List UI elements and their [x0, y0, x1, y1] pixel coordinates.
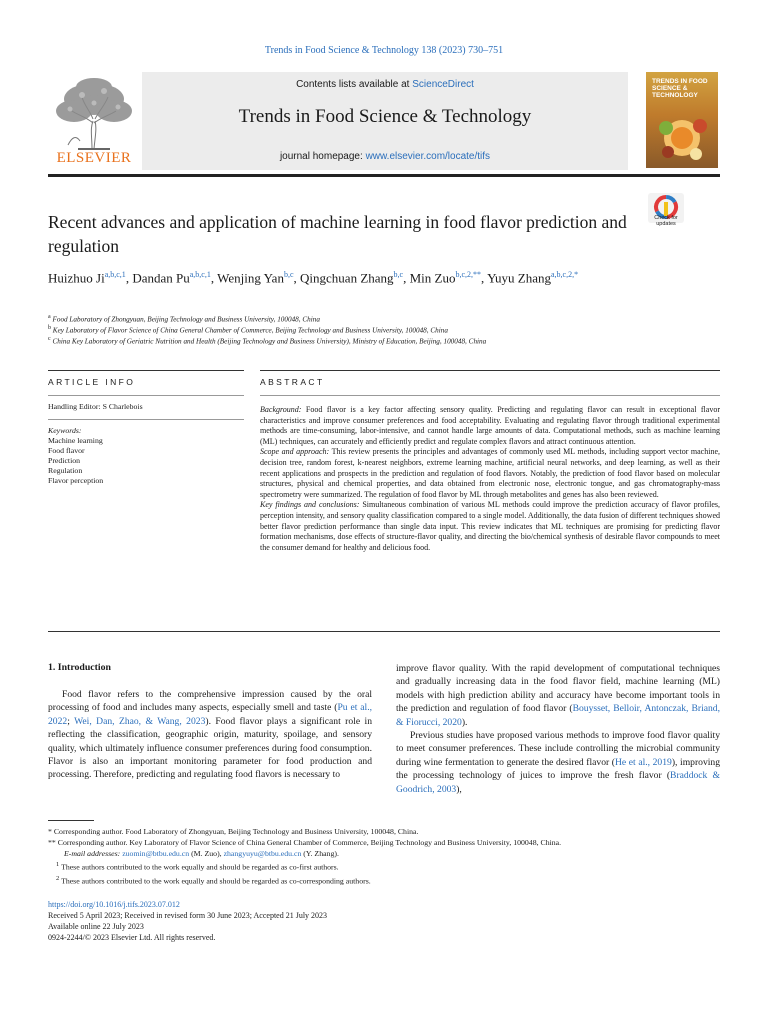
footnote-co-first	[48, 859, 720, 873]
email-label: E-mail addresses:	[64, 849, 123, 858]
body-text: ),	[456, 783, 462, 795]
keywords-label: Keywords:	[48, 426, 82, 435]
keyword: Food flavor	[48, 446, 85, 455]
affiliation-text: Key Laboratory of Flavor Science of China General Chamber of Commerce, Beijing Technology and Business University, 100048, China	[52, 326, 448, 335]
article-info-rule	[48, 370, 244, 371]
abstract-findings-label: Key findings and conclusions:	[260, 500, 360, 510]
abstract-background-label: Background:	[260, 405, 302, 414]
email-owner: (M. Zuo),	[189, 849, 224, 858]
received-dates: Received 5 April 2023; Received in revised form 30 June 2023; Accepted 21 July 2023	[48, 911, 328, 920]
author-affiliation-marker[interactable]: b,c	[393, 270, 404, 279]
abstract-scope	[260, 447, 720, 500]
publication-info	[48, 899, 720, 943]
affiliation-marker: c	[48, 336, 51, 342]
affiliation-c	[48, 334, 728, 347]
article-info-heading: ARTICLE INFO	[48, 377, 136, 387]
citation-link[interactable]: Braddock & Goodrich, 2003	[396, 770, 720, 795]
body-column-right	[396, 662, 720, 796]
affiliation-text: Food Laboratory of Zhongyuan, Beijing Technology and Business University, 100048, China	[52, 315, 320, 324]
cover-title: TRENDS IN FOOD SCIENCE & TECHNOLOGY	[652, 78, 708, 99]
journal-citation[interactable]: Trends in Food Science & Technology 138 (2023) 730–751	[264, 45, 504, 56]
abstract-rule	[260, 370, 720, 371]
footnote-marker: 1	[56, 861, 60, 868]
body-text: ).	[461, 716, 468, 728]
abstract-scope-label: Scope and approach:	[260, 447, 330, 457]
citation-link[interactable]: Pu et al., 2022	[48, 702, 372, 727]
email-link[interactable]: zhangyuyu@btbu.edu.cn	[223, 849, 302, 858]
author-separator: ,	[293, 270, 301, 286]
author-separator: ,	[210, 270, 218, 286]
body-text: improve flavor quality. With the rapid development of computational techniques and gradually increasing data in the food flavor field, machine learning (ML) models with high prediction ability and accuracy have become important tools in the prediction and regulation of food flavor (	[396, 663, 720, 715]
body-paragraph	[396, 729, 720, 796]
footnote-emails	[48, 848, 720, 859]
header-rule	[48, 174, 720, 177]
handling-editor: Handling Editor: S Charlebois	[48, 402, 143, 411]
copyright: 0924-2244/© 2023 Elsevier Ltd. All rights reserved.	[48, 933, 216, 942]
check-for-updates-badge[interactable]	[646, 193, 686, 233]
abstract-scope-text: This review presents the principles and advantages of commonly used ML methods, including support vector machine, decision tree, random forest, k-nearest neighbors, extreme learning machine, artificial neural networks, and deep learning, as well as their recent applications and prospects in the prediction and regulation of food flavors. Notably, the prediction of food flavor based on molecular structures, physical and chemical properties, and data obtained from electronic nose, electronic tongue, and gas chromatography-mass spectrometry were summarized. The regulation of food flavor by ML through metabolites and genes has also been reviewed.	[260, 447, 720, 499]
body-text: Previous studies have proposed various methods to improve food flavor quality to meet consumer preferences. These include controlling the microbial community during wine fermentation to generate the desired flavor (	[396, 730, 720, 768]
abstract-subrule	[260, 395, 720, 396]
keyword: Flavor perception	[48, 476, 104, 485]
author-affiliation-marker[interactable]: a,b,c,2,*	[551, 270, 579, 279]
author-name[interactable]: Qingchuan Zhang	[300, 270, 394, 286]
keyword: Regulation	[48, 466, 83, 475]
author-separator: ,	[125, 270, 133, 286]
contents-line	[142, 79, 628, 90]
homepage-link[interactable]: www.elsevier.com/locate/tifs	[365, 151, 491, 162]
section-heading-introduction: 1. Introduction	[48, 662, 111, 673]
footnote-text: These authors contributed to the work equally and should be regarded as co-first authors.	[61, 862, 339, 872]
homepage-prefix: journal homepage:	[279, 151, 366, 162]
abstract-heading: ABSTRACT	[260, 377, 325, 387]
author-affiliation-marker[interactable]: b,c,2,**	[455, 270, 482, 279]
email-owner: (Y. Zhang).	[301, 849, 339, 858]
available-online: Available online 22 July 2023	[48, 922, 144, 931]
author-name[interactable]: Yuyu Zhang	[487, 270, 551, 286]
footnote-co-corresponding	[48, 873, 720, 887]
abstract-bottom-rule	[48, 631, 720, 632]
journal-cover-image[interactable]	[646, 72, 718, 168]
email-link[interactable]: zuomin@btbu.edu.cn	[122, 849, 190, 858]
body-text: ;	[67, 715, 75, 727]
journal-title: Trends in Food Science & Technology	[238, 106, 532, 127]
abstract-body	[260, 405, 720, 553]
affiliation-text: China Key Laboratory of Geriatric Nutrition and Health (Beijing Technology and Business University), Ministry of Education, Beijing, 100048, China	[52, 337, 487, 346]
keyword: Prediction	[48, 456, 81, 465]
body-column-left	[48, 688, 372, 782]
food-illustration-icon	[646, 72, 718, 168]
body-text: Food flavor refers to the comprehensive impression caused by the oral processing of food and includes many aspects, especially smell and taste (	[48, 689, 372, 714]
body-paragraph	[48, 688, 372, 782]
citation-link[interactable]: Wei, Dan, Zhao, & Wang, 2023	[74, 715, 206, 727]
body-paragraph	[396, 662, 720, 729]
footnote-text: These authors contributed to the work equally and should be regarded as co-corresponding authors.	[61, 876, 371, 886]
keyword: Machine learning	[48, 436, 103, 445]
footnote-corresponding-2: ** Corresponding author. Key Laboratory of Flavor Science of China General Chamber of Commerce, Beijing Technology and Business University, 100048, China.	[48, 838, 562, 847]
author-separator: ,	[481, 270, 488, 286]
citation-link[interactable]: Bouysset, Belloir, Antonczak, Briand, & Fiorucci, 2020	[396, 703, 720, 728]
author-name[interactable]: Huizhuo Ji	[48, 270, 105, 286]
author-name[interactable]: Min Zuo	[409, 270, 456, 286]
contents-prefix: Contents lists available at	[296, 79, 413, 90]
author-list	[48, 266, 688, 287]
crossmark-label: Check for updates	[654, 215, 678, 227]
author-separator: ,	[403, 270, 410, 286]
footnote-marker: 2	[56, 874, 60, 882]
abstract-findings	[260, 500, 720, 553]
sciencedirect-link[interactable]: ScienceDirect	[412, 79, 474, 90]
author-affiliation-marker[interactable]: b,c	[283, 270, 294, 279]
keywords-rule	[48, 419, 244, 420]
author-affiliation-marker[interactable]: a,b,c,1	[189, 270, 211, 279]
author-affiliation-marker[interactable]: a,b,c,1	[104, 270, 126, 279]
body-text: ), improving the processing technology of juices to improve the fresh flavor (	[396, 756, 720, 782]
citation-link[interactable]: He et al., 2019	[615, 756, 672, 768]
doi-link[interactable]: https://doi.org/10.1016/j.tifs.2023.07.012	[48, 900, 180, 909]
abstract-findings-text: Simultaneous combination of various ML methods could improve the prediction accuracy of flavor profiles, perception intensity, and sensory quality classification compared to a single model. Additionally, the data fusion of different techniques showed better flavor prediction performance than single data input. This review indicates that ML techniques are promising for predicting flavor formation mechanisms, dose effects of structure-flavor quality, and directing the bio/chemical synthesis of desirable flavor compounds to meet the consumer demand for healthy and delicious food.	[260, 500, 721, 552]
article-info-subrule	[48, 395, 244, 396]
homepage-line	[142, 151, 628, 162]
author-name[interactable]: Dandan Pu	[132, 270, 190, 286]
footnotes	[48, 826, 720, 886]
footnote-corresponding-1: * Corresponding author. Food Laboratory of Zhongyuan, Beijing Technology and Business University, 100048, China.	[48, 827, 419, 836]
author-name[interactable]: Wenjing Yan	[217, 270, 284, 286]
body-text: ). Food flavor plays a significant role in reflecting the classification, geographic origin, maturity, spoilage, and sensory quality, which ultimately influence consumer preferences during food consumption. Flavor is also an important monitoring parameter for food production and processing. Therefore, predicting and regulating food flavors is necessary to	[48, 715, 372, 781]
abstract-background-text: Food flavor is a key factor affecting sensory quality. Predicting and regulating flavor can result in exceptional flavor characteristics and improve consumer preferences and food acceptability. Evaluating and regulating flavor through traditional experimental methods are time-consuming, labor-intensive, and cannot handle large amounts of data. Computational methods, such as machine learning (ML) techniques, can accurately and efficiently predict and regulate complex flavors and attract continuous attention.	[260, 405, 720, 446]
publisher-name: ELSEVIER	[56, 150, 132, 166]
footnote-rule	[48, 820, 94, 821]
article-title: Recent advances and application of machine learning in food flavor prediction and regulation	[48, 212, 627, 256]
affiliation-marker: a	[48, 314, 51, 320]
abstract-background	[260, 405, 720, 447]
affiliation-marker: b	[48, 325, 51, 331]
